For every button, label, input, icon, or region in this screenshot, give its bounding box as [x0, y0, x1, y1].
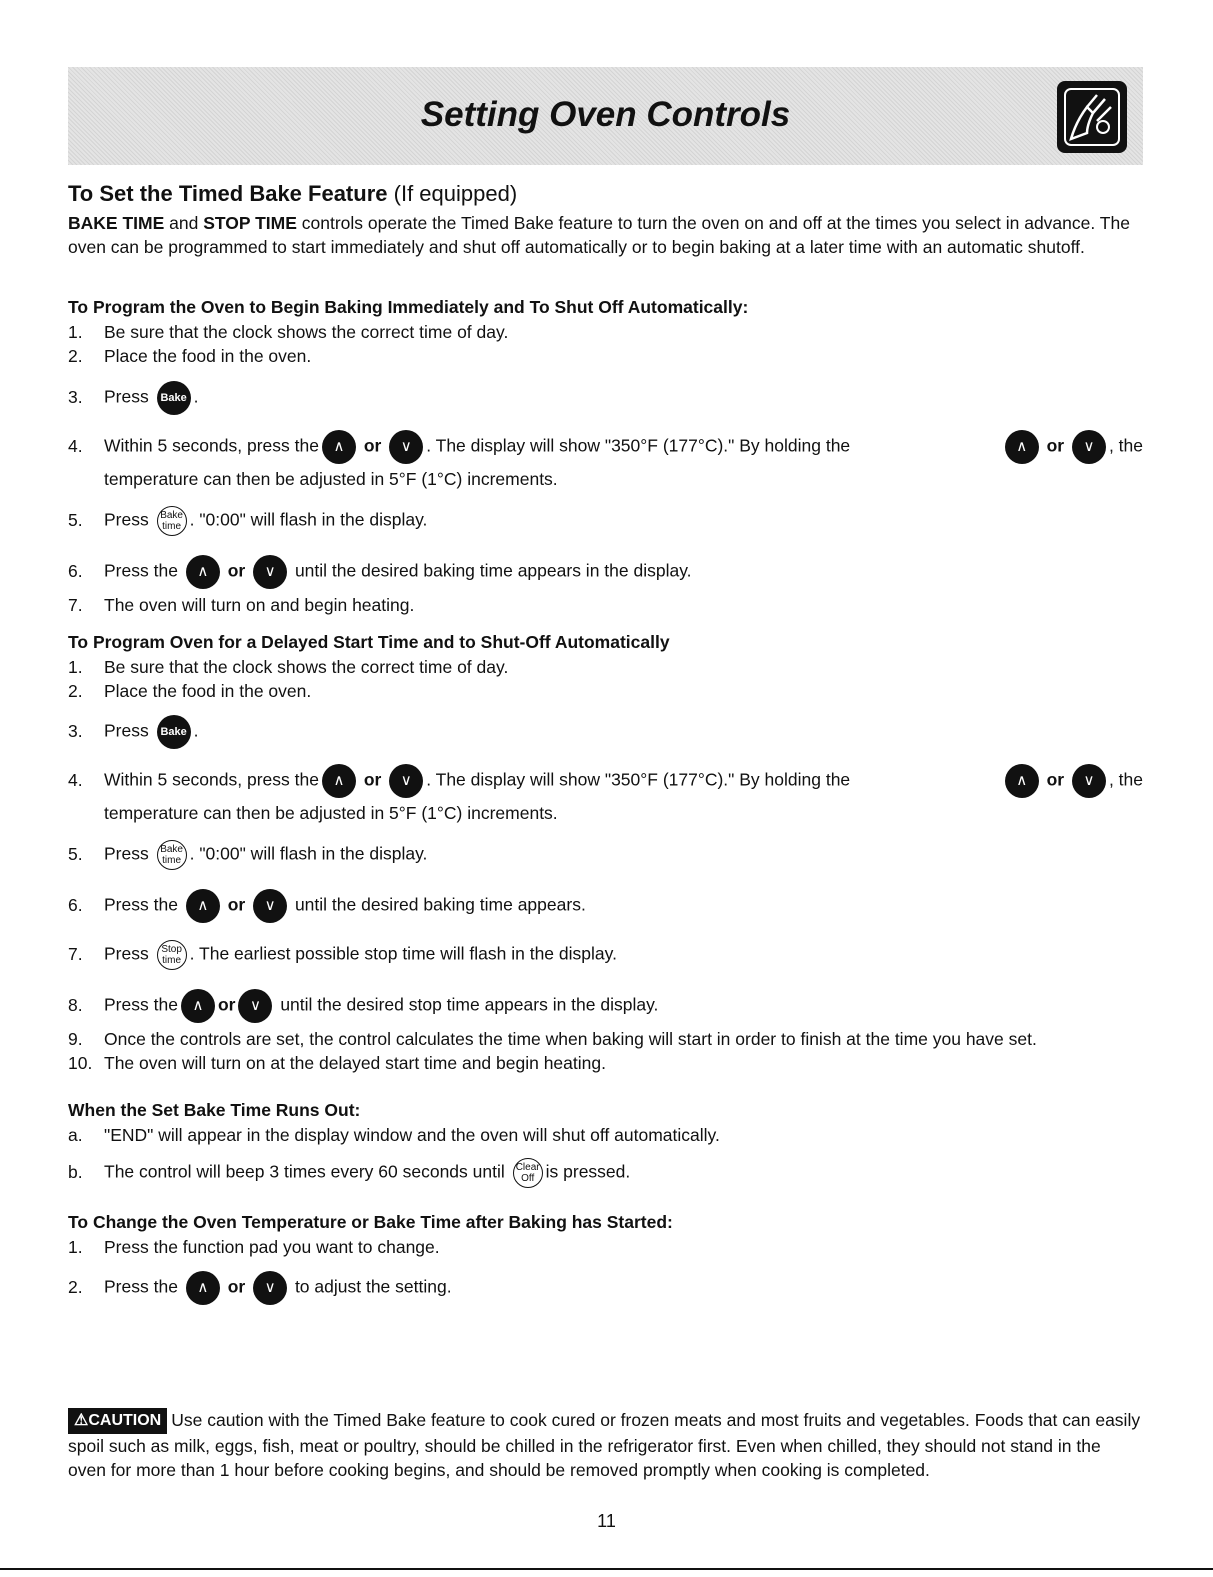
bake-time-button-icon: Bake time	[157, 506, 187, 536]
hand-pressing-icon	[1057, 81, 1127, 153]
stop-time-button-icon: Stop time	[157, 940, 187, 970]
warning-triangle-icon: ⚠	[74, 1412, 89, 1429]
bake-button-icon: Bake	[157, 381, 191, 415]
list-item-continuation: temperature can then be adjusted in 5°F (1°C) increments.	[104, 469, 558, 489]
list-item: 2. Place the food in the oven.	[68, 346, 312, 366]
list-item: 3. Press Bake .	[68, 381, 198, 415]
list-item: 1. Be sure that the clock shows the correct time of day.	[68, 322, 509, 342]
list-item-continuation: temperature can then be adjusted in 5°F (1°C) increments.	[104, 803, 558, 823]
list-item: 4. Within 5 seconds, press the ∧ or ∨ . The display will show "350°F (177°C)." By holding the ∧ or ∨ , the	[68, 764, 1143, 798]
down-arrow-icon: ∨	[238, 989, 272, 1023]
list-item: 1. Be sure that the clock shows the correct time of day.	[68, 657, 509, 677]
page-number: 11	[597, 1511, 616, 1531]
down-arrow-icon: ∨	[389, 764, 423, 798]
up-arrow-icon: ∧	[186, 555, 220, 589]
up-arrow-icon: ∧	[1005, 430, 1039, 464]
immediate-heading: To Program the Oven to Begin Baking Immediately and To Shut Off Automatically:	[68, 297, 749, 317]
bake-time-button-icon: Bake time	[157, 840, 187, 870]
bake-button-icon: Bake	[157, 715, 191, 749]
list-item: 10. The oven will turn on at the delayed start time and begin heating.	[68, 1053, 606, 1073]
list-item: 9. Once the controls are set, the control calculates the time when baking will start in order to finish at the time you have set.	[68, 1029, 1037, 1049]
list-item: 8. Press the ∧ or ∨ until the desired stop time appears in the display.	[68, 989, 658, 1023]
list-item: b. The control will beep 3 times every 60 seconds until Clear Off is pressed.	[68, 1158, 630, 1188]
down-arrow-icon: ∨	[253, 889, 287, 923]
footer-rule	[0, 1568, 1213, 1570]
up-arrow-icon: ∧	[322, 764, 356, 798]
list-item: 4. Within 5 seconds, press the ∧ or ∨ . The display will show "350°F (177°C)." By holding the ∧ or ∨ , the	[68, 430, 1143, 464]
down-arrow-icon: ∨	[1072, 430, 1106, 464]
list-item: 5. Press Bake time . "0:00" will flash in the display.	[68, 840, 427, 870]
header-banner	[68, 67, 1143, 165]
list-item: 1. Press the function pad you want to change.	[68, 1237, 440, 1257]
page-title: Setting Oven Controls	[420, 95, 791, 134]
up-arrow-icon: ∧	[186, 1271, 220, 1305]
down-arrow-icon: ∨	[253, 1271, 287, 1305]
section-title: To Set the Timed Bake Feature (If equipped)	[68, 181, 518, 206]
list-item: 6. Press the ∧ or ∨ until the desired baking time appears in the display.	[68, 555, 692, 589]
up-arrow-icon: ∧	[186, 889, 220, 923]
up-arrow-icon: ∧	[1005, 764, 1039, 798]
list-item: 6. Press the ∧ or ∨ until the desired baking time appears.	[68, 889, 586, 923]
list-item: 3. Press Bake .	[68, 715, 198, 749]
list-item: 7. Press Stop time . The earliest possible stop time will flash in the display.	[68, 940, 617, 970]
clear-off-button-icon: Clear Off	[513, 1158, 543, 1188]
list-item: 2. Place the food in the oven.	[68, 681, 312, 701]
down-arrow-icon: ∨	[389, 430, 423, 464]
list-item: 7. The oven will turn on and begin heating.	[68, 595, 415, 615]
caution-paragraph: ⚠CAUTION Use caution with the Timed Bake feature to cook cured or frozen meats and most fruits and vegetables. Foods that can easily spoil such as milk, eggs, fish, meat or poultry, should be chilled in the refrigerator first. Even when chilled, they should not stand in the oven for more than 1 hour before cooking begins, and should be removed promptly when cooking is completed.	[68, 1410, 1141, 1480]
runs-out-heading: When the Set Bake Time Runs Out:	[68, 1100, 361, 1120]
intro-paragraph: BAKE TIME and STOP TIME controls operate the Timed Bake feature to turn the oven on and off at the times you select in advance. The oven can be programmed to start immediately and shut off automatically or to begin baking at a later time with an automatic shutoff.	[68, 213, 1130, 257]
delayed-heading: To Program Oven for a Delayed Start Time and to Shut-Off Automatically	[68, 632, 670, 652]
list-item: 2. Press the ∧ or ∨ to adjust the setting.	[68, 1271, 452, 1305]
up-arrow-icon: ∧	[322, 430, 356, 464]
list-item: 5. Press Bake time . "0:00" will flash in the display.	[68, 506, 427, 536]
up-arrow-icon: ∧	[181, 989, 215, 1023]
down-arrow-icon: ∨	[253, 555, 287, 589]
list-item: a. "END" will appear in the display window and the oven will shut off automatically.	[68, 1125, 720, 1145]
caution-badge: ⚠CAUTION	[68, 1408, 167, 1434]
down-arrow-icon: ∨	[1072, 764, 1106, 798]
change-heading: To Change the Oven Temperature or Bake Time after Baking has Started:	[68, 1212, 673, 1232]
